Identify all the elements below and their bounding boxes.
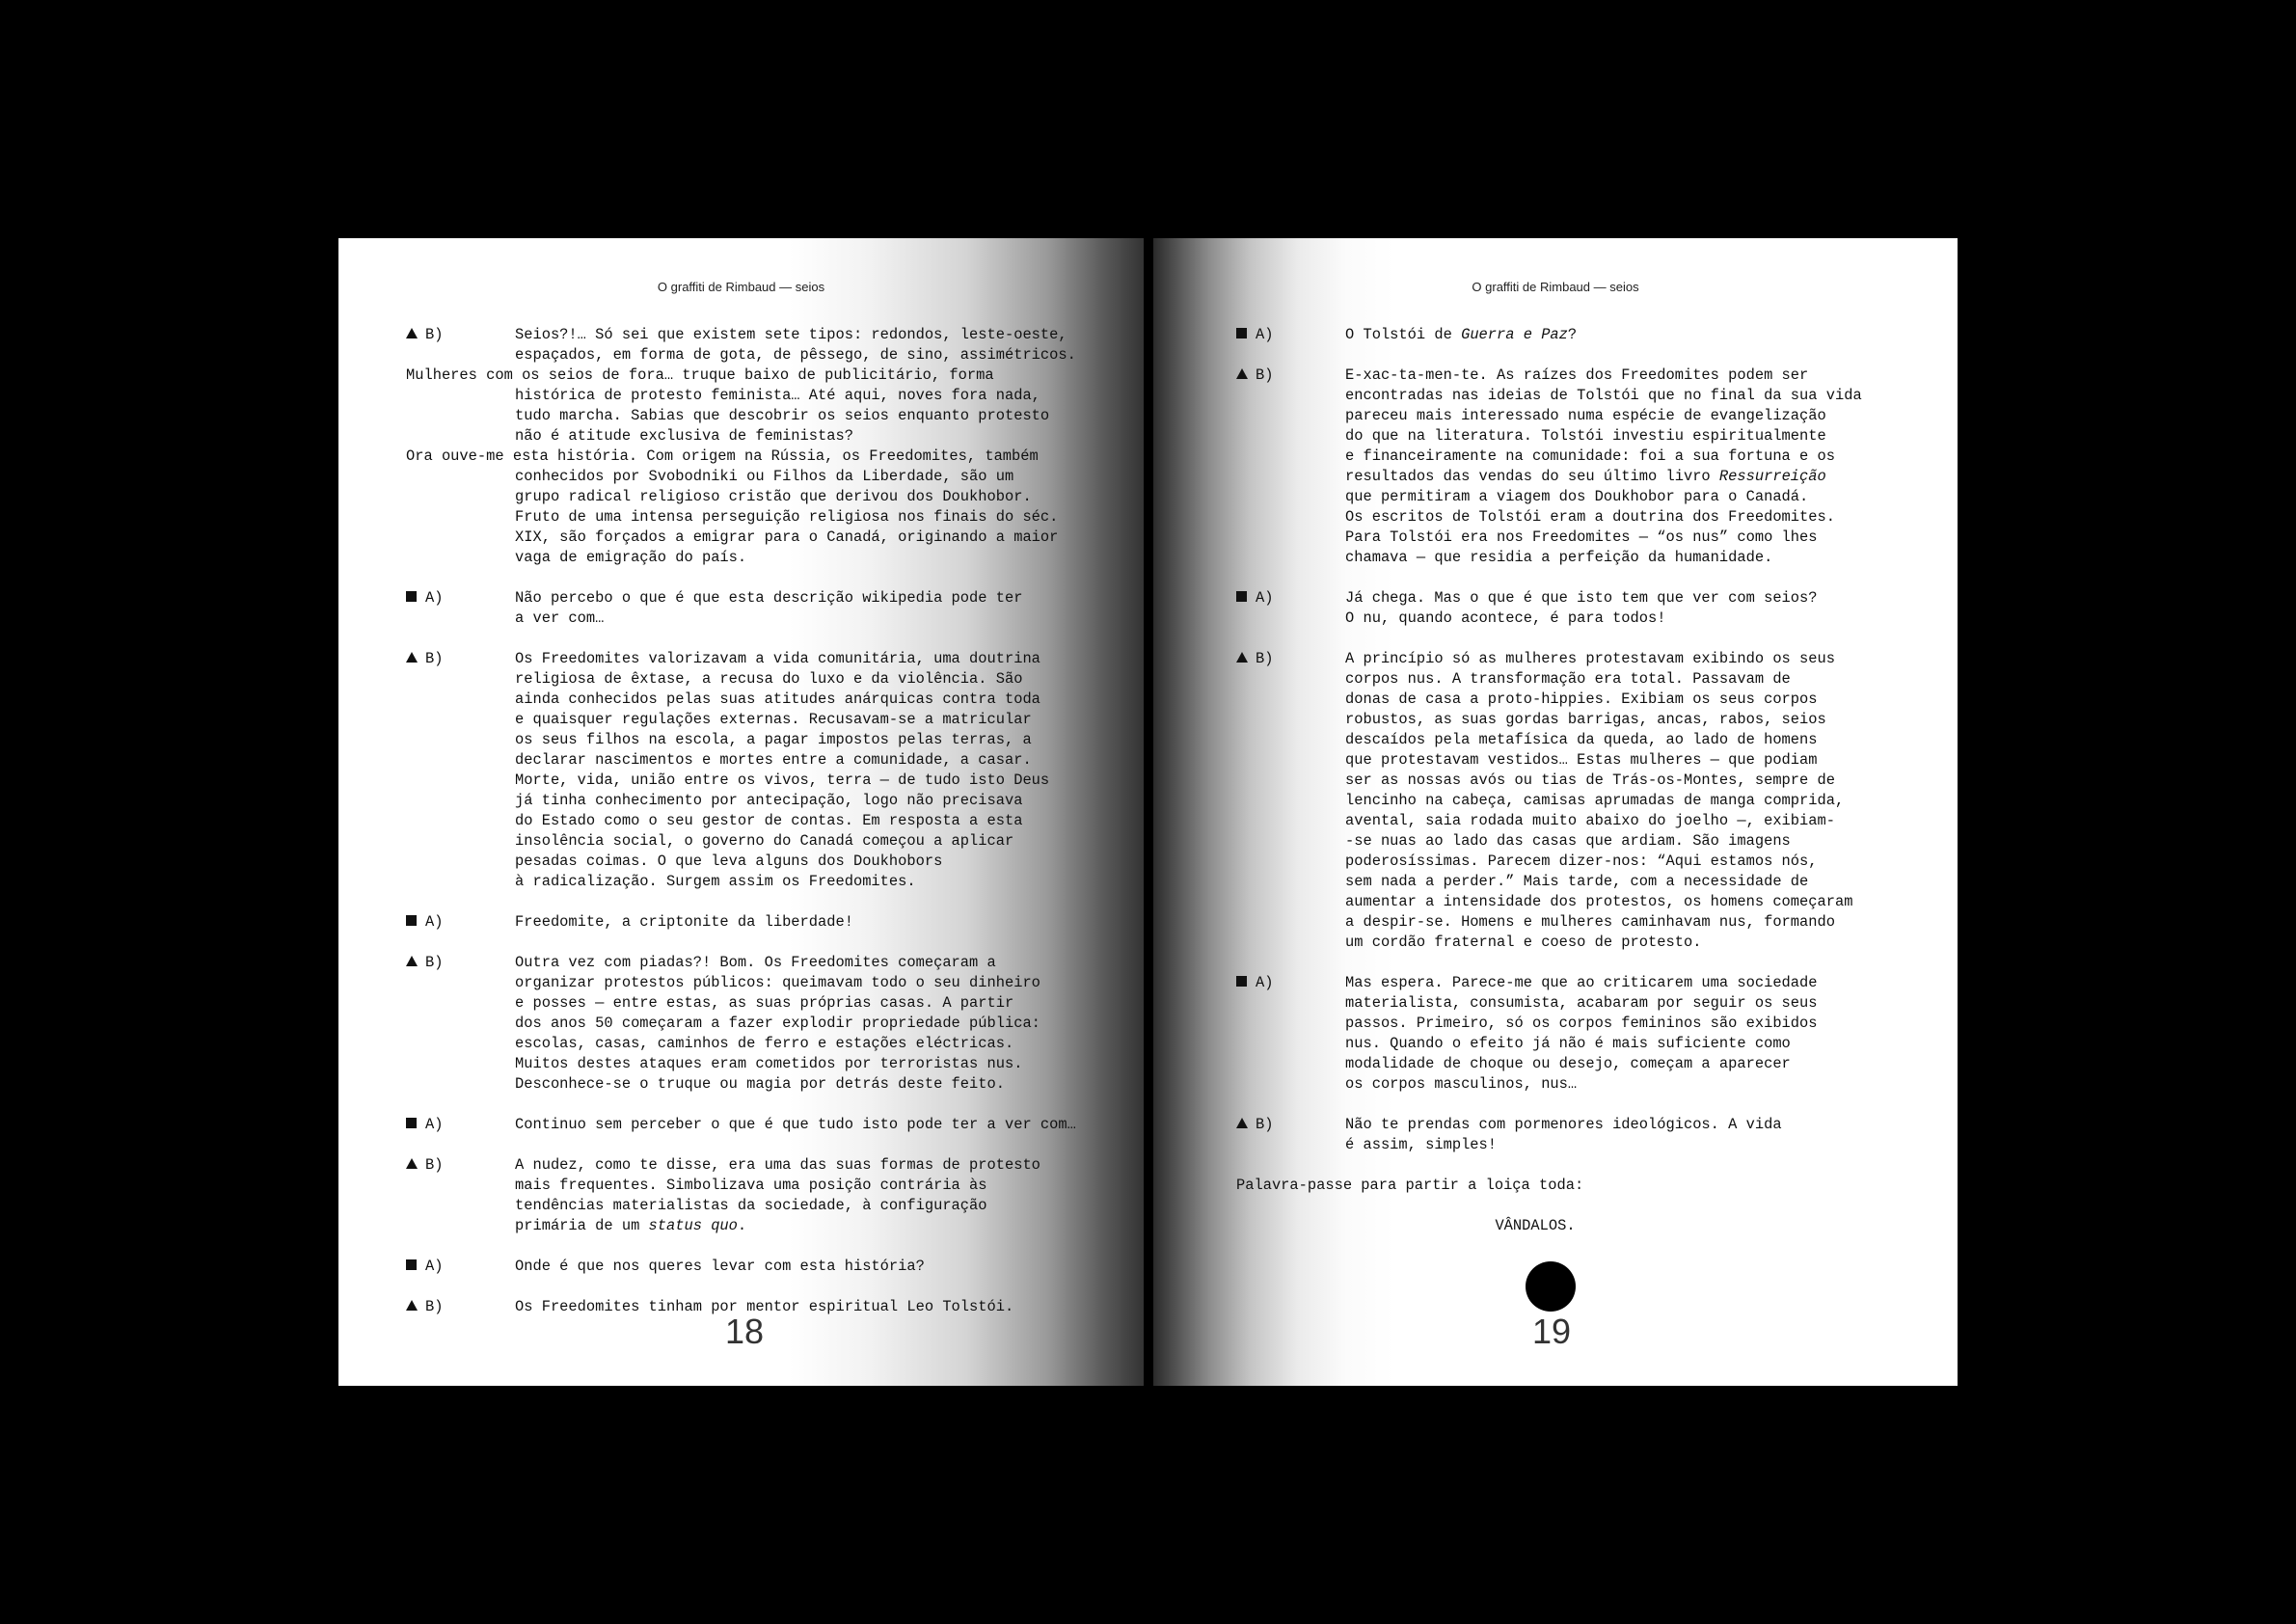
closing-line: Palavra-passe para partir a loiça toda: <box>1236 1177 1584 1194</box>
dialogue-block <box>1236 973 1902 1095</box>
dialogue-block <box>406 325 1095 568</box>
dialogue-paragraph: Continuo sem perceber o que é que tudo isto pode ter a ver com… <box>515 1116 1076 1133</box>
dialogue-paragraph: E-xac-ta-men-te. As raízes dos Freedomites podem ser encontradas nas ideias de Tolstói que no final da sua vida pareceu mais interessado numa espécie de evangelização do que na literatura. Tolstói investiu espiritualmente e financeiramente na comunidade: foi a sua fortuna e os resultados das vendas do seu último livro Ressurreição que permitiram a viagem dos Doukhobor para o Canadá. Os escritos de Tolstói eram a doutrina dos Freedomites. Para Tolstói era nos Freedomites — “os nus” como lhes chamava — que residia a perfeição da humanidade. <box>1345 366 1862 566</box>
dialogue-paragraph: Ora ouve-me esta história. Com origem na Rússia, os Freedomites, também conhecidos por Svobodniki ou Filhos da Liberdade, são um grupo radical religioso cristão que derivou dos Doukhobor. Fruto de uma intensa perseguição religiosa nos finais do séc. XIX, são forçados a emigrar para o Canadá, originando a maior vaga de emigração do país. <box>406 447 1059 566</box>
speaker-label: B) <box>1236 1115 1273 1135</box>
dialogue-paragraph: Não te prendas com pormenores ideológicos. A vida é assim, simples! <box>1345 1116 1782 1153</box>
dialogue-paragraph: Mas espera. Parece-me que ao criticarem uma sociedade materialista, consumista, acabaram por seguir os seus passos. Primeiro, só os corpos femininos são exibidos nus. Quando o efeito já não é mais suficiente como modalidade de choque ou desejo, começam a aparecer os corpos masculinos, nus… <box>1345 974 1818 1093</box>
triangle-icon <box>406 652 418 663</box>
dialogue-paragraph: A nudez, como te disse, era uma das suas formas de protesto mais frequentes. Simbolizava uma posição contrária às tendências materialistas da sociedade, à configuração primária de um status quo. <box>515 1156 1040 1234</box>
left-page-text <box>406 325 1095 1338</box>
dialogue-block <box>406 1257 1095 1277</box>
dialogue-paragraph: Freedomite, a criptonite da liberdade! <box>515 913 853 931</box>
square-icon <box>406 915 417 926</box>
dialogue-block <box>406 1115 1095 1135</box>
dialogue-block <box>1236 1115 1902 1155</box>
dialogue-block <box>406 588 1095 629</box>
speaker-label: B) <box>406 649 443 669</box>
right-page-text <box>1236 325 1902 1250</box>
page-number: 18 <box>724 1312 765 1351</box>
dialogue-block <box>1236 325 1902 345</box>
triangle-icon <box>1236 652 1248 663</box>
dialogue-paragraph: Já chega. Mas o que é que isto tem que ver com seios? O nu, quando acontece, é para todos! <box>1345 589 1818 627</box>
speaker-label: A) <box>406 588 443 609</box>
square-icon <box>406 1118 417 1128</box>
triangle-icon <box>406 956 418 966</box>
triangle-icon <box>1236 368 1248 379</box>
speaker-label: A) <box>406 1257 443 1277</box>
triangle-icon <box>1236 1118 1248 1128</box>
dialogue-paragraph: A princípio só as mulheres protestavam exibindo os seus corpos nus. A transformação era total. Passavam de donas de casa a proto-hippies. Exibiam os seus corpos robustos, as suas gordas barrigas, ancas, rabos, seios descaídos pela metafísica da queda, ao lado de homens que protestavam vestidos… Estas mulheres — que podiam ser as nossas avós ou tias de Trás-os-Montes, sempre de lencinho na cabeça, camisas aprumadas de manga comprida, avental, saia rodada muito abaixo do joelho —, exibiam- -se nuas ao lado das casas que ardiam. São imagens poderosíssimas. Parecem dizer-nos: “Aqui estamos nós, sem nada a perder.” Mais tarde, com a necessidade de aumentar a intensidade dos protestos, os homens começaram a despir-se. Homens e mulheres caminhavam nus, formando um cordão fraternal e coeso de protesto. <box>1345 650 1853 951</box>
speaker-label: B) <box>1236 649 1273 669</box>
square-icon <box>406 1259 417 1270</box>
left-page <box>338 238 1144 1386</box>
square-icon <box>406 591 417 602</box>
dialogue-block <box>1236 588 1902 629</box>
dialogue-paragraph: Os Freedomites valorizavam a vida comunitária, uma doutrina religiosa de êxtase, a recusa do luxo e da violência. São ainda conhecidos pelas suas atitudes anárquicas contra toda e quaisquer regulações externas. Recusavam-se a matricular os seus filhos na escola, a pagar impostos pelas terras, a declarar nascimentos e mortes entre a comunidade, a casar. Morte, vida, união entre os vivos, terra — de tudo isto Deus já tinha conhecimento por antecipação, logo não precisava do Estado como o seu gestor de contas. Em resposta a esta insolência social, o governo do Canadá começou a aplicar pesadas coimas. O que leva alguns dos Doukhobors à radicalização. Surgem assim os Freedomites. <box>515 650 1050 890</box>
dialogue-paragraph: Onde é que nos queres levar com esta história? <box>515 1258 925 1275</box>
running-header: O graffiti de Rimbaud — seios <box>657 280 825 294</box>
speaker-label: B) <box>406 953 443 973</box>
dialogue-paragraph: O Tolstói de Guerra e Paz? <box>1345 326 1578 343</box>
triangle-icon <box>406 1300 418 1311</box>
page-number: 19 <box>1531 1312 1572 1351</box>
speaker-label: A) <box>406 1115 443 1135</box>
square-icon <box>1236 591 1247 602</box>
speaker-label: A) <box>1236 588 1273 609</box>
dialogue-paragraph: Seios?!… Só sei que existem sete tipos: redondos, leste-oeste, espaçados, em forma de gota, de pêssego, de sino, assimétricos. <box>515 326 1076 364</box>
dialogue-paragraph: Mulheres com os seios de fora… truque baixo de publicitário, forma histórica de protesto feminista… Até aqui, noves fora nada, tudo marcha. Sabias que descobrir os seios enquanto protesto não é atitude exclusiva de feministas? <box>406 366 1050 445</box>
dialogue-block <box>406 1155 1095 1236</box>
dialogue-block <box>1236 365 1902 568</box>
speaker-label: B) <box>406 325 443 345</box>
dialogue-block <box>1236 649 1902 953</box>
speaker-label: B) <box>1236 365 1273 386</box>
running-header: O graffiti de Rimbaud — seios <box>1472 280 1639 294</box>
square-icon <box>1236 976 1247 987</box>
triangle-icon <box>406 328 418 338</box>
black-circle-mark <box>1526 1261 1576 1312</box>
dialogue-block <box>406 649 1095 892</box>
dialogue-block <box>406 912 1095 933</box>
final-word: VÂNDALOS. <box>1495 1217 1576 1234</box>
triangle-icon <box>406 1158 418 1169</box>
speaker-label: B) <box>406 1297 443 1317</box>
dialogue-paragraph: Não percebo o que é que esta descrição wikipedia pode ter a ver com… <box>515 589 1023 627</box>
right-page <box>1153 238 1958 1386</box>
dialogue-paragraph: Os Freedomites tinham por mentor espiritual Leo Tolstói. <box>515 1298 1014 1315</box>
dialogue-paragraph: Outra vez com piadas?! Bom. Os Freedomites começaram a organizar protestos públicos: queimavam todo o seu dinheiro e posses — entre estas, as suas próprias casas. A partir dos anos 50 começaram a fazer explodir propriedade pública: escolas, casas, caminhos de ferro e estações eléctricas. Muitos destes ataques eram cometidos por terroristas nus. Desconhece-se o truque ou magia por detrás deste feito. <box>515 954 1040 1093</box>
speaker-label: A) <box>1236 325 1273 345</box>
dialogue-block <box>406 953 1095 1095</box>
speaker-label: A) <box>406 912 443 933</box>
speaker-label: B) <box>406 1155 443 1176</box>
square-icon <box>1236 328 1247 338</box>
speaker-label: A) <box>1236 973 1273 993</box>
